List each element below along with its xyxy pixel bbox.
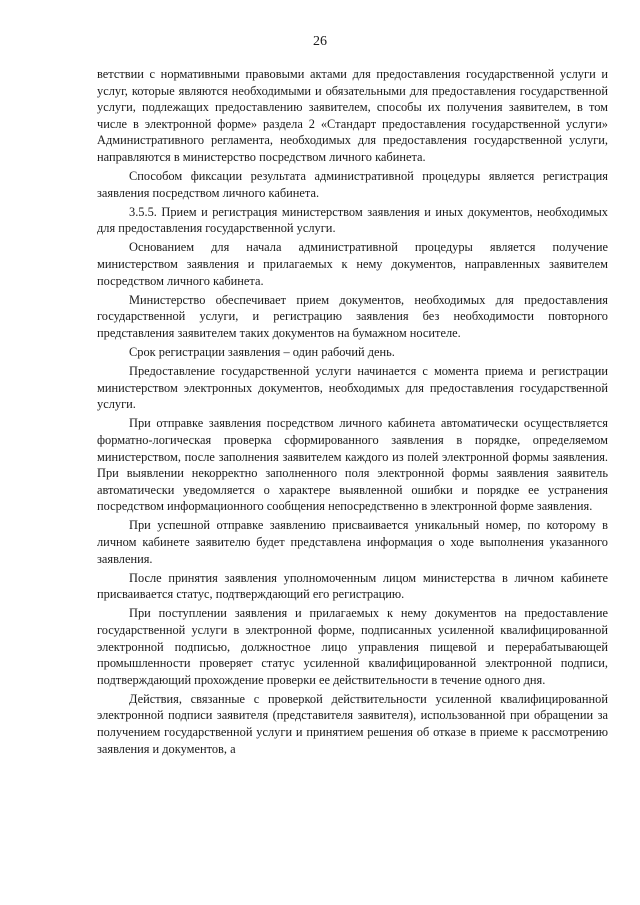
paragraph: Срок регистрации заявления – один рабочий день. — [129, 345, 395, 359]
paragraph: После принятия заявления уполномоченным лицом министерства в личном кабинете присваивается статус, подтверждающий его регистрацию. — [97, 570, 608, 602]
paragraph: Министерство обеспечивает прием документов, необходимых для предоставления государственной услуги, и регистрацию заявления без необходимости повторного представления заявителем таких документов на бумажном носителе. — [97, 292, 608, 340]
paragraph-continues: Действия, связанные с проверкой действительности усиленной квалифицированной электронной подписи заявителя (представителя заявителя), использованной при обращении за получением государственной услуги и принятием решения об отказе в приеме к рассмотрению заявления и документов, а — [97, 691, 608, 756]
section-heading-3-5-5: 3.5.5. Прием и регистрация министерством заявления и иных документов, необходимых для предоставления государственной услуги. — [97, 204, 608, 236]
paragraph: При отправке заявления посредством личного кабинета автоматически осуществляется форматно-логическая проверка сформированного заявления в порядке, определяемом министерством, после заполнения заявителем каждого из полей электронной формы заявления. При выявлении некорректно заполненного поля электронной формы заявления заявитель автоматически уведомляется о характере выявленной ошибки и порядке ее устранения посредством информационного сообщения непосредственно в электронной форме заявления. — [97, 416, 608, 514]
document-body — [97, 66, 608, 760]
paragraph: При успешной отправке заявлению присваивается уникальный номер, по которому в личном кабинете заявителю будет представлена информация о ходе выполнения указанного заявления. — [97, 518, 608, 566]
paragraph: Основанием для начала административной процедуры является получение министерством заявления и прилагаемых к нему документов, направленных заявителем посредством личного кабинета. — [97, 240, 608, 288]
paragraph: Способом фиксации результата административной процедуры является регистрация заявления посредством личного кабинета. — [97, 169, 608, 200]
paragraph: Предоставление государственной услуги начинается с момента приема и регистрации министерством электронных документов, необходимых для предоставления государственной услуги. — [97, 364, 608, 412]
paragraph-continued: ветствии с нормативными правовыми актами для предоставления государственной услуги и услуг, которые являются необходимыми и обязательными для предоставления государственной услуги, подлежащих предоставлению заявителем, способы их получения заявителем, в том числе в электронной форме» раздела 2 «Стандарт предоставления государственной услуги» Административного регламента, необходимых для предоставления государственной услуги, направляются в министерство посредством личного кабинета. — [97, 67, 608, 164]
paragraph: При поступлении заявления и прилагаемых к нему документов на предоставление государственной услуги в электронной форме, подписанных усиленной квалифицированной электронной подписью, должностное лицо управления пищевой и перерабатывающей промышленности проверяет статус усиленной квалифицированной электронной подписи, подтверждающий прохождение проверки ее действительности в течение одного дня. — [97, 606, 608, 687]
page-number: 26 — [313, 34, 327, 49]
